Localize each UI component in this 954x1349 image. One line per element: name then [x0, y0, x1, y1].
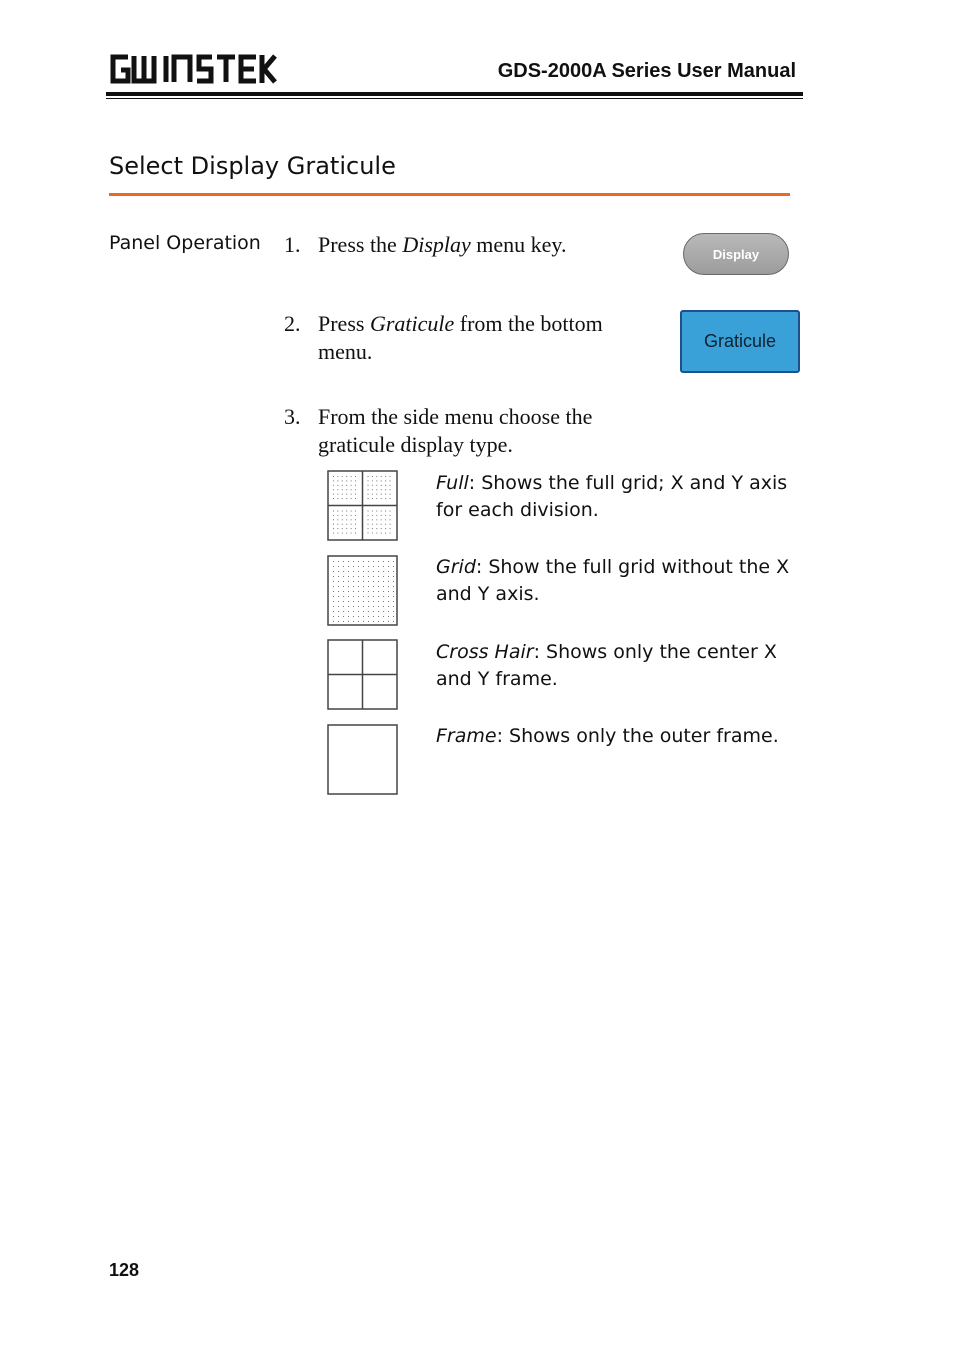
manual-title: GDS-2000A Series User Manual	[497, 60, 796, 82]
step-text: Press Graticule from the bottom menu.	[318, 311, 603, 364]
type-name: Grid	[436, 556, 476, 578]
frame-graticule-icon	[327, 724, 398, 795]
step-number: 3.	[284, 404, 301, 429]
full-description: Full: Shows the full grid; X and Y axis for each division.	[436, 472, 788, 521]
graticule-menu-button[interactable]: Graticule	[680, 310, 800, 373]
step-text: Press the Display menu key.	[318, 232, 567, 257]
cross-hair-graticule-icon	[327, 639, 398, 710]
page-number: 128	[109, 1260, 140, 1280]
step-text: From the side menu choose the graticule display type.	[318, 404, 593, 457]
panel-operation-label: Panel Operation	[109, 232, 261, 254]
display-menu-key[interactable]: Display	[683, 233, 789, 275]
step-number: 1.	[284, 232, 301, 257]
type-name: Cross Hair	[436, 641, 534, 663]
header-rule-thick	[106, 92, 803, 96]
grid-description: Grid: Show the full grid without the X and Y axis.	[436, 556, 790, 605]
logo-graphic	[108, 52, 278, 86]
header-rule-thin	[106, 98, 803, 99]
section-title: Select Display Graticule	[109, 152, 396, 180]
gw-instek-logo	[108, 52, 278, 86]
frame-description: Frame: Shows only the outer frame.	[436, 725, 779, 747]
full-graticule-icon	[327, 470, 398, 541]
section-underline	[109, 193, 790, 196]
grid-graticule-icon	[327, 555, 398, 626]
step-number: 2.	[284, 311, 301, 336]
cross-hair-description: Cross Hair: Shows only the center X and Y frame.	[436, 641, 777, 690]
type-name: Full	[436, 472, 469, 494]
type-name: Frame	[436, 725, 497, 747]
